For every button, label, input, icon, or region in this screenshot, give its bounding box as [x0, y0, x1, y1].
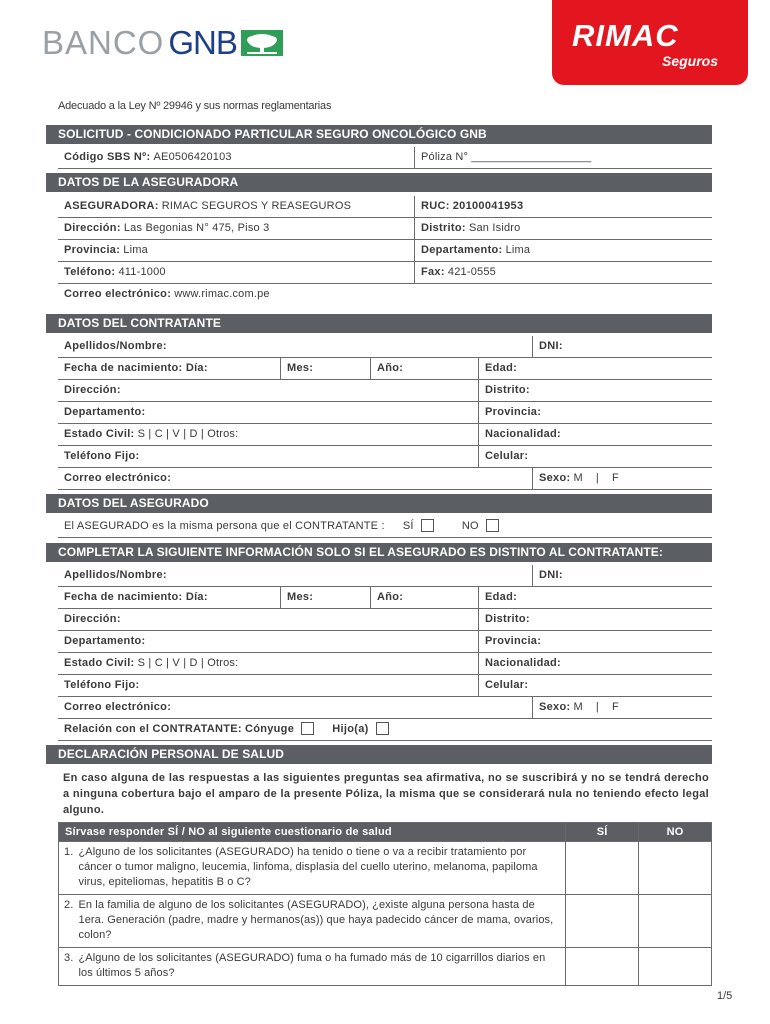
row-direccion-aseguradora — [58, 218, 712, 240]
contratante-nombre-field[interactable] — [58, 336, 532, 357]
asegurado-estado-civil-options[interactable]: S | C | V | D | Otros: — [137, 657, 239, 669]
section-declaracion-header: DECLARACIÓN PERSONAL DE SALUD — [46, 745, 712, 764]
contratante-departamento-field[interactable] — [58, 402, 478, 423]
conyuge-label: Cónyuge — [244, 723, 295, 735]
section-aseguradora-header: DATOS DE LA ASEGURADORA — [46, 173, 712, 192]
contratante-celular-label: Celular: — [485, 450, 529, 462]
asegurado-departamento-label: Departamento: — [64, 635, 146, 647]
asegurado-dni-label: DNI: — [539, 569, 563, 581]
contratante-sexo-field[interactable] — [532, 468, 712, 489]
logo-gnb-text: GNB — [168, 24, 237, 61]
asegurado-provincia-label: Provincia: — [485, 635, 542, 647]
row-asegurado-telefono — [58, 675, 712, 697]
asegurado-mes-field[interactable] — [280, 587, 370, 608]
codigo-label: Código SBS Nº: — [64, 151, 151, 163]
asegurado-estado-civil-label: Estado Civil: — [64, 657, 135, 669]
asegurado-fecha-label: Fecha de nacimiento: Día: — [64, 591, 208, 603]
aseg-provincia-label: Provincia: — [64, 244, 121, 256]
contratante-estado-civil-field[interactable] — [58, 424, 478, 445]
contratante-provincia-label: Provincia: — [485, 406, 542, 418]
question-number: 2. — [59, 895, 79, 948]
declaracion-paragraph: En caso alguna de las respuestas a las siguientes preguntas sea afirmativa, no se suscribirá y no se tendrá derecho a ninguna cobertura bajo el amparo de la presente Póliza, la misma que se considerará nula no teniendo efecto legal alguno. — [63, 772, 709, 816]
asegurado-no-label: NO — [461, 520, 479, 532]
answer-si-cell[interactable] — [566, 895, 639, 948]
asegurado-apellidos-label: Apellidos/Nombre: — [64, 569, 167, 581]
aseg-direccion-label: Dirección: — [64, 222, 121, 234]
row-contratante-departamento — [58, 402, 712, 424]
question-text: En la familia de alguno de los solicitantes (ASEGURADO), ¿existe alguna persona hasta de 1era. Generación (padre, madre y hermanos(as)) que haya padecido cáncer de mama, ovarios, colon? — [78, 895, 565, 948]
questionnaire-si-header: SÍ — [566, 823, 639, 842]
asegurado-anio-label: Año: — [377, 591, 404, 603]
row-contratante-fecha — [58, 358, 712, 380]
asegurado-celular-label: Celular: — [485, 679, 529, 691]
asegurado-nombre-field[interactable] — [58, 565, 532, 586]
aseg-correo-label: Correo electrónico: — [64, 288, 172, 300]
contratante-dni-label: DNI: — [539, 340, 563, 352]
contratante-estado-civil-label: Estado Civil: — [64, 428, 135, 440]
aseg-fax-label: Fax: — [421, 266, 445, 278]
aseg-telefono-label: Teléfono: — [64, 266, 116, 278]
row-asegurado-departamento — [58, 631, 712, 653]
contratante-departamento-label: Departamento: — [64, 406, 146, 418]
asegurado-correo-label: Correo electrónico: — [64, 701, 172, 713]
contratante-direccion-label: Dirección: — [64, 384, 121, 396]
asegurado-sexo-options[interactable]: M | F — [573, 701, 619, 713]
asegurado-estado-civil-field[interactable] — [58, 653, 478, 674]
banco-gnb-logo — [42, 26, 283, 60]
contratante-edad-field[interactable] — [478, 358, 712, 379]
question-text: ¿Alguno de los solicitantes (ASEGURADO) fuma o ha fumado más de 10 cigarrillos diarios en los últimos 5 años? — [78, 948, 565, 986]
asegurado-edad-field[interactable] — [478, 587, 712, 608]
row-asegurado-misma-persona — [58, 516, 712, 538]
row-asegurado-direccion — [58, 609, 712, 631]
contratante-distrito-field[interactable] — [478, 380, 712, 401]
contratante-sexo-label: Sexo: — [539, 472, 571, 484]
asegurado-sexo-field[interactable] — [532, 697, 712, 718]
row-correo-aseguradora — [58, 284, 712, 306]
questionnaire-header-row — [59, 823, 712, 842]
tree-logo-icon — [241, 30, 283, 56]
asegurado-telefono-label: Teléfono Fijo: — [64, 679, 140, 691]
asegurado-no-checkbox[interactable] — [486, 519, 499, 532]
table-row — [59, 895, 712, 948]
section-solicitud-header: SOLICITUD - CONDICIONADO PARTICULAR SEGURO ONCOLÓGICO GNB — [46, 125, 712, 144]
asegurado-si-label: SÍ — [402, 520, 414, 532]
logo-banco-text: BANCO — [42, 24, 165, 61]
contratante-provincia-field[interactable] — [478, 402, 712, 423]
answer-no-cell[interactable] — [639, 842, 712, 895]
contratante-anio-field[interactable] — [370, 358, 478, 379]
asegurado-distrito-field[interactable] — [478, 609, 712, 630]
asegurado-correo-field[interactable] — [58, 697, 532, 718]
aseg-correo-value: www.rimac.com.pe — [174, 288, 270, 300]
contratante-sexo-options[interactable]: M | F — [573, 472, 619, 484]
row-contratante-estado-civil — [58, 424, 712, 446]
row-aseguradora — [58, 196, 712, 218]
health-questionnaire-table — [58, 822, 712, 986]
asegurado-si-checkbox[interactable] — [421, 519, 434, 532]
codigo-value: AE0506420103 — [153, 151, 232, 163]
contratante-anio-label: Año: — [377, 362, 404, 374]
page-number: 1/5 — [717, 990, 733, 1002]
contratante-correo-label: Correo electrónico: — [64, 472, 172, 484]
asegurado-edad-label: Edad: — [485, 591, 518, 603]
row-contratante-correo — [58, 468, 712, 490]
row-provincia-aseguradora — [58, 240, 712, 262]
answer-si-cell[interactable] — [566, 842, 639, 895]
questionnaire-header-label: Sírvase responder SÍ / NO al siguiente cuestionario de salud — [59, 823, 566, 842]
rimac-logo — [552, 0, 748, 85]
aseg-direccion-value: Las Begonias N° 475, Piso 3 — [123, 222, 270, 234]
contratante-celular-field[interactable] — [478, 446, 712, 467]
table-row — [59, 948, 712, 986]
hijo-checkbox[interactable] — [376, 722, 389, 735]
row-contratante-nombre — [58, 336, 712, 358]
poliza-field[interactable] — [414, 147, 712, 168]
question-text: ¿Alguno de los solicitantes (ASEGURADO) ha tenido o tiene o va a recibir tratamiento por cáncer o tumor maligno, leucemia, linfoma, displasia del cuello uterino, melanoma, papiloma virus, epiteliomas, hepatitis B o C? — [78, 842, 565, 895]
contratante-telefono-label: Teléfono Fijo: — [64, 450, 140, 462]
contratante-apellidos-label: Apellidos/Nombre: — [64, 340, 167, 352]
poliza-label: Póliza N° ___________________ — [421, 151, 592, 163]
aseg-fax-value: 421-0555 — [447, 266, 496, 278]
law-reference: Adecuado a la Ley Nº 29946 y sus normas reglamentarias — [58, 100, 332, 112]
aseg-departamento-label: Departamento: — [421, 244, 503, 256]
asegurado-direccion-field[interactable] — [58, 609, 478, 630]
asegurado-mes-label: Mes: — [287, 591, 314, 603]
contratante-nacionalidad-label: Nacionalidad: — [485, 428, 562, 440]
table-row — [59, 842, 712, 895]
asegurado-celular-field[interactable] — [478, 675, 712, 696]
aseguradora-label: ASEGURADORA: — [64, 200, 159, 212]
contratante-edad-label: Edad: — [485, 362, 518, 374]
question-number: 3. — [59, 948, 79, 986]
contratante-telefono-field[interactable] — [58, 446, 478, 467]
asegurado-departamento-field[interactable] — [58, 631, 478, 652]
aseguradora-value: RIMAC SEGUROS Y REASEGUROS — [161, 200, 352, 212]
section-contratante-header: DATOS DEL CONTRATANTE — [46, 314, 712, 333]
contratante-correo-field[interactable] — [58, 468, 532, 489]
question-number: 1. — [59, 842, 79, 895]
row-asegurado-correo — [58, 697, 712, 719]
row-codigo — [58, 147, 712, 169]
contratante-dia-field[interactable] — [58, 358, 280, 379]
contratante-mes-field[interactable] — [280, 358, 370, 379]
asegurado-distrito-label: Distrito: — [485, 613, 530, 625]
hijo-label: Hijo(a) — [332, 723, 369, 735]
aseg-distrito-label: Distrito: — [421, 222, 466, 234]
logo-rimac-text: RIMAC — [572, 18, 679, 53]
asegurado-provincia-field[interactable] — [478, 631, 712, 652]
contratante-estado-civil-options[interactable]: S | C | V | D | Otros: — [137, 428, 239, 440]
aseg-departamento-value: Lima — [505, 244, 531, 256]
aseg-telefono-value: 411-1000 — [118, 266, 166, 278]
section-asegurado-header: DATOS DEL ASEGURADO — [46, 494, 712, 513]
ruc-value: 20100041953 — [452, 200, 524, 212]
logo-seguros-text: Seguros — [661, 53, 718, 69]
asegurado-sexo-label: Sexo: — [539, 701, 571, 713]
contratante-direccion-field[interactable] — [58, 380, 478, 401]
row-asegurado-nombre — [58, 565, 712, 587]
asegurado-dni-field[interactable] — [532, 565, 712, 586]
conyuge-checkbox[interactable] — [301, 722, 314, 735]
answer-si-cell[interactable] — [566, 948, 639, 986]
row-asegurado-fecha — [58, 587, 712, 609]
contratante-dni-field[interactable] — [532, 336, 712, 357]
answer-no-cell[interactable] — [639, 895, 712, 948]
answer-no-cell[interactable] — [639, 948, 712, 986]
asegurado-dia-field[interactable] — [58, 587, 280, 608]
asegurado-nacionalidad-label: Nacionalidad: — [485, 657, 562, 669]
row-asegurado-estado-civil — [58, 653, 712, 675]
asegurado-direccion-label: Dirección: — [64, 613, 121, 625]
row-contratante-telefono — [58, 446, 712, 468]
relacion-label: Relación con el CONTRATANTE: — [64, 723, 242, 735]
contratante-fecha-label: Fecha de nacimiento: Día: — [64, 362, 208, 374]
asegurado-nacionalidad-field[interactable] — [478, 653, 712, 674]
asegurado-telefono-field[interactable] — [58, 675, 478, 696]
contratante-nacionalidad-field[interactable] — [478, 424, 712, 445]
aseg-provincia-value: Lima — [123, 244, 148, 256]
contratante-distrito-label: Distrito: — [485, 384, 530, 396]
contratante-mes-label: Mes: — [287, 362, 314, 374]
asegurado-anio-field[interactable] — [370, 587, 478, 608]
asegurado-question: El ASEGURADO es la misma persona que el CONTRATANTE : — [64, 520, 385, 532]
section-asegurado-distinto-header: COMPLETAR LA SIGUIENTE INFORMACIÓN SOLO SI EL ASEGURADO ES DISTINTO AL CONTRATANTE: — [46, 543, 712, 562]
aseg-distrito-value: San Isidro — [468, 222, 521, 234]
row-contratante-direccion — [58, 380, 712, 402]
row-asegurado-relacion — [58, 719, 712, 741]
questionnaire-no-header: NO — [639, 823, 712, 842]
ruc-label: RUC: — [421, 200, 450, 212]
row-telefono-aseguradora — [58, 262, 712, 284]
